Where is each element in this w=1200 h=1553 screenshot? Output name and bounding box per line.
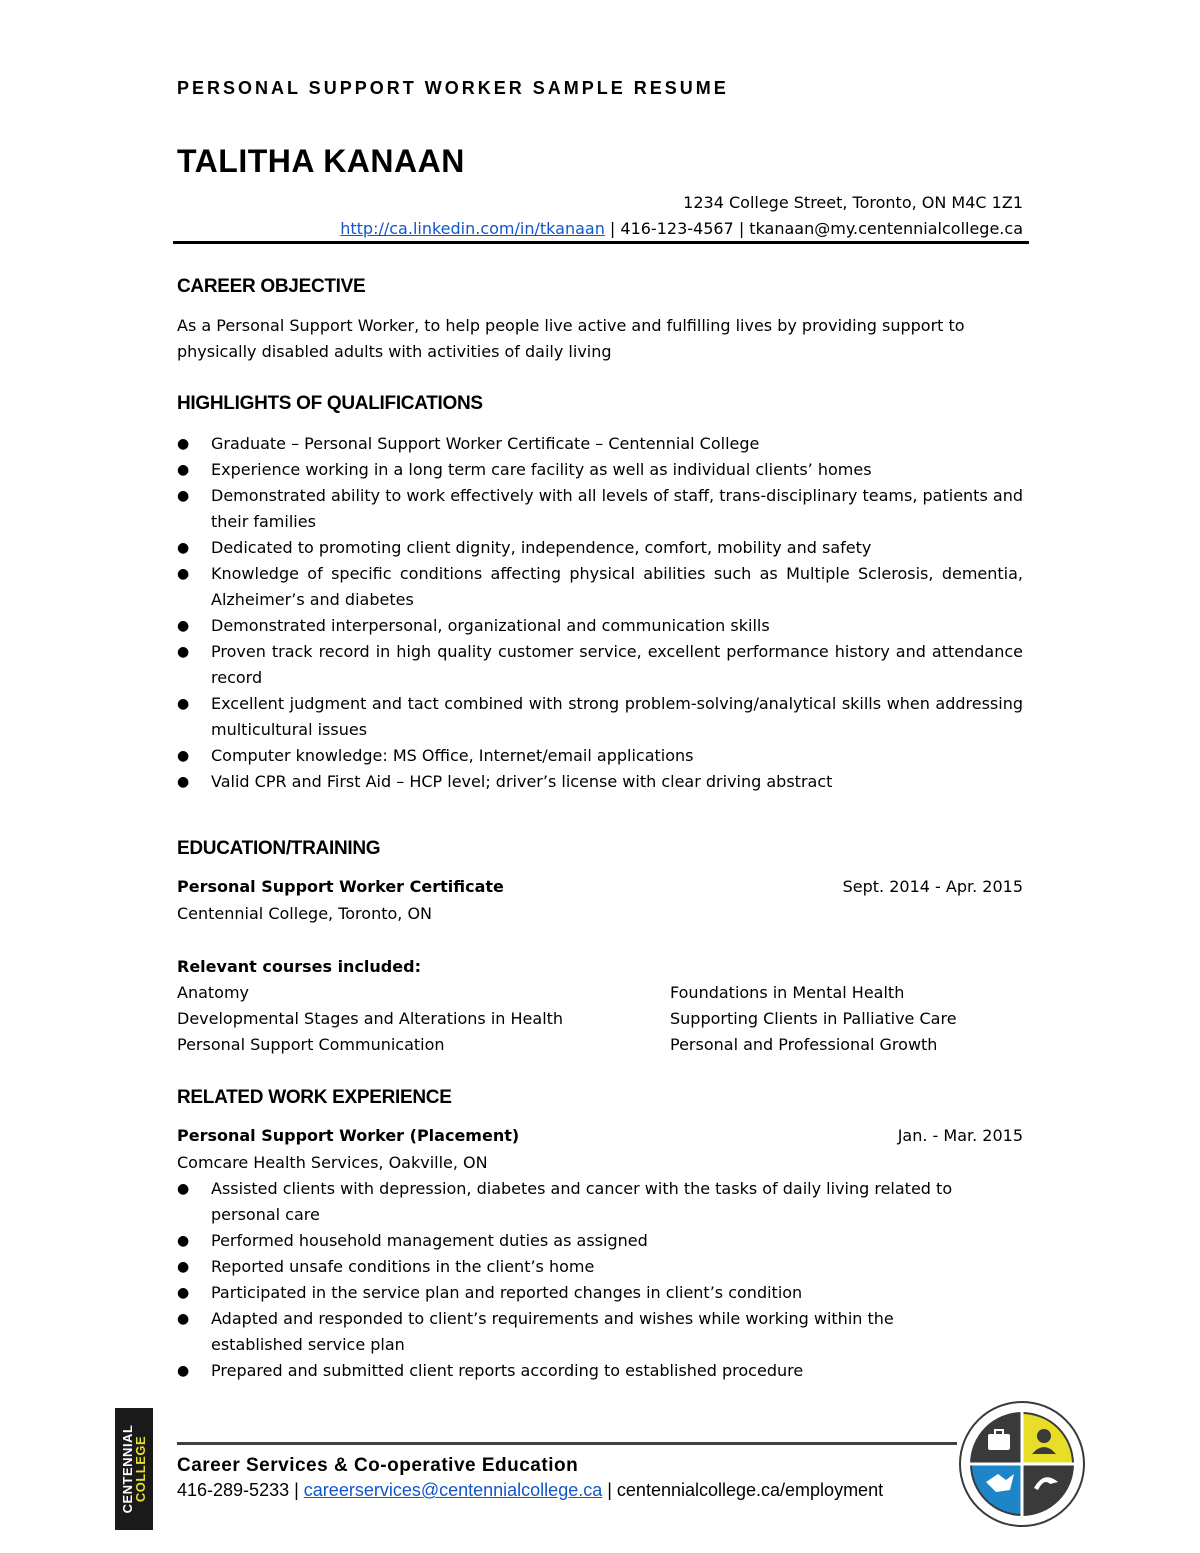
- bullet-icon: ●: [177, 488, 190, 504]
- list-item: ● Prepared and submitted client reports according to established procedure: [177, 1358, 1023, 1384]
- list-item: ● Dedicated to promoting client dignity, independence, comfort, mobility and safety: [177, 535, 1023, 561]
- bullet-icon: ●: [177, 774, 190, 790]
- list-item: ● Knowledge of specific conditions affecting physical abilities such as Multiple Sclerosis, dementia, Alzheimer’s and diabetes: [177, 561, 1023, 613]
- list-item: ● Computer knowledge: MS Office, Internet/email applications: [177, 743, 1023, 769]
- separator: |: [289, 1480, 304, 1500]
- course-row: [177, 980, 1023, 1006]
- job-title: Personal Support Worker (Placement): [177, 1126, 520, 1145]
- list-item: ● Demonstrated interpersonal, organizational and communication skills: [177, 613, 1023, 639]
- bullet-icon: ●: [177, 618, 190, 634]
- bullet-icon: ●: [177, 1259, 190, 1275]
- list-item: ● Proven track record in high quality customer service, excellent performance history and attendance record: [177, 639, 1023, 691]
- bullet-icon: ●: [177, 748, 190, 764]
- experience-list: [177, 1176, 1023, 1384]
- bullet-icon: ●: [177, 1285, 190, 1301]
- bullet-icon: ●: [177, 696, 190, 712]
- email: tkanaan@my.centennialcollege.ca: [749, 219, 1023, 238]
- footer-title: Career Services & Co-operative Education: [177, 1455, 579, 1476]
- logo-line-2: COLLEGE: [133, 1435, 148, 1503]
- bullet-icon: ●: [177, 1181, 190, 1197]
- career-objective-text: As a Personal Support Worker, to help people live active and fulfilling lives by providing support to physically disabled adults with activities of daily living: [177, 316, 965, 361]
- list-item: ● Assisted clients with depression, diabetes and cancer with the tasks of daily living related to personal care: [177, 1176, 1023, 1228]
- career-objective-heading: CAREER OBJECTIVE: [177, 276, 366, 297]
- bullet-icon: ●: [177, 540, 190, 556]
- list-item: ● Reported unsafe conditions in the client’s home: [177, 1254, 1023, 1280]
- course-item: Personal Support Communication: [177, 1035, 445, 1054]
- centennial-logo: [115, 1408, 153, 1530]
- list-item: ● Valid CPR and First Aid – HCP level; driver’s license with clear driving abstract: [177, 769, 1023, 795]
- separator: |: [604, 219, 621, 238]
- contact-line: [340, 219, 1023, 238]
- list-item: ● Graduate – Personal Support Worker Certificate – Centennial College: [177, 431, 1023, 457]
- experience-title-row: [177, 1123, 1023, 1149]
- career-services-seal-icon: [958, 1400, 1086, 1528]
- experience-dates: Jan. - Mar. 2015: [897, 1126, 1023, 1145]
- list-item: ● Experience working in a long term care facility as well as individual clients’ homes: [177, 457, 1023, 483]
- employer: Comcare Health Services, Oakville, ON: [177, 1153, 488, 1172]
- bullet-icon: ●: [177, 566, 190, 582]
- qualifications-list: [177, 431, 1023, 795]
- separator: |: [733, 219, 750, 238]
- education-heading: EDUCATION/TRAINING: [177, 838, 381, 859]
- courses-label: Relevant courses included:: [177, 957, 421, 976]
- bullet-icon: ●: [177, 644, 190, 660]
- bullet-icon: ●: [177, 1311, 190, 1327]
- separator: |: [602, 1480, 617, 1500]
- logo-line-1: CENTENNIAL: [120, 1424, 135, 1514]
- qualifications-heading: HIGHLIGHTS OF QUALIFICATIONS: [177, 393, 483, 414]
- course-item: Anatomy: [177, 983, 250, 1002]
- list-item: ● Excellent judgment and tact combined with strong problem-solving/analytical skills when addressing multicultural issues: [177, 691, 1023, 743]
- bullet-icon: ●: [177, 1363, 190, 1379]
- bullet-icon: ●: [177, 462, 190, 478]
- bullet-icon: ●: [177, 1233, 190, 1249]
- phone: 416-123-4567: [620, 219, 734, 238]
- course-row: [177, 1032, 1023, 1058]
- course-item: Developmental Stages and Alterations in Health: [177, 1009, 564, 1028]
- course-row: [177, 1006, 1023, 1032]
- education-dates: Sept. 2014 - Apr. 2015: [842, 877, 1023, 896]
- course-item: Personal and Professional Growth: [670, 1035, 938, 1054]
- footer-contact: [177, 1480, 883, 1501]
- footer-phone: 416-289-5233: [177, 1480, 290, 1500]
- course-item: Foundations in Mental Health: [670, 983, 905, 1002]
- list-item: ● Demonstrated ability to work effectively with all levels of staff, trans-disciplinary teams, patients and their families: [177, 483, 1023, 535]
- course-item: Supporting Clients in Palliative Care: [670, 1009, 957, 1028]
- bullet-icon: ●: [177, 436, 190, 452]
- header-divider: [173, 241, 1029, 244]
- experience-heading: RELATED WORK EXPERIENCE: [177, 1087, 452, 1108]
- education-program-row: [177, 874, 1023, 900]
- education-institution: Centennial College, Toronto, ON: [177, 904, 432, 923]
- list-item: ● Performed household management duties as assigned: [177, 1228, 1023, 1254]
- linkedin-link[interactable]: http://ca.linkedin.com/in/tkanaan: [340, 219, 605, 238]
- list-item: ● Participated in the service plan and reported changes in client’s condition: [177, 1280, 1023, 1306]
- footer-divider: [177, 1442, 957, 1445]
- document-title: PERSONAL SUPPORT WORKER SAMPLE RESUME: [177, 78, 729, 98]
- candidate-name: TALITHA KANAAN: [177, 143, 465, 179]
- list-item: ● Adapted and responded to client’s requirements and wishes while working within the established service plan: [177, 1306, 1023, 1358]
- footer-email-link[interactable]: careerservices@centennialcollege.ca: [303, 1480, 603, 1500]
- address: 1234 College Street, Toronto, ON M4C 1Z1: [683, 193, 1023, 212]
- program-name: Personal Support Worker Certificate: [177, 877, 504, 896]
- footer-website: centennialcollege.ca/employment: [616, 1480, 884, 1500]
